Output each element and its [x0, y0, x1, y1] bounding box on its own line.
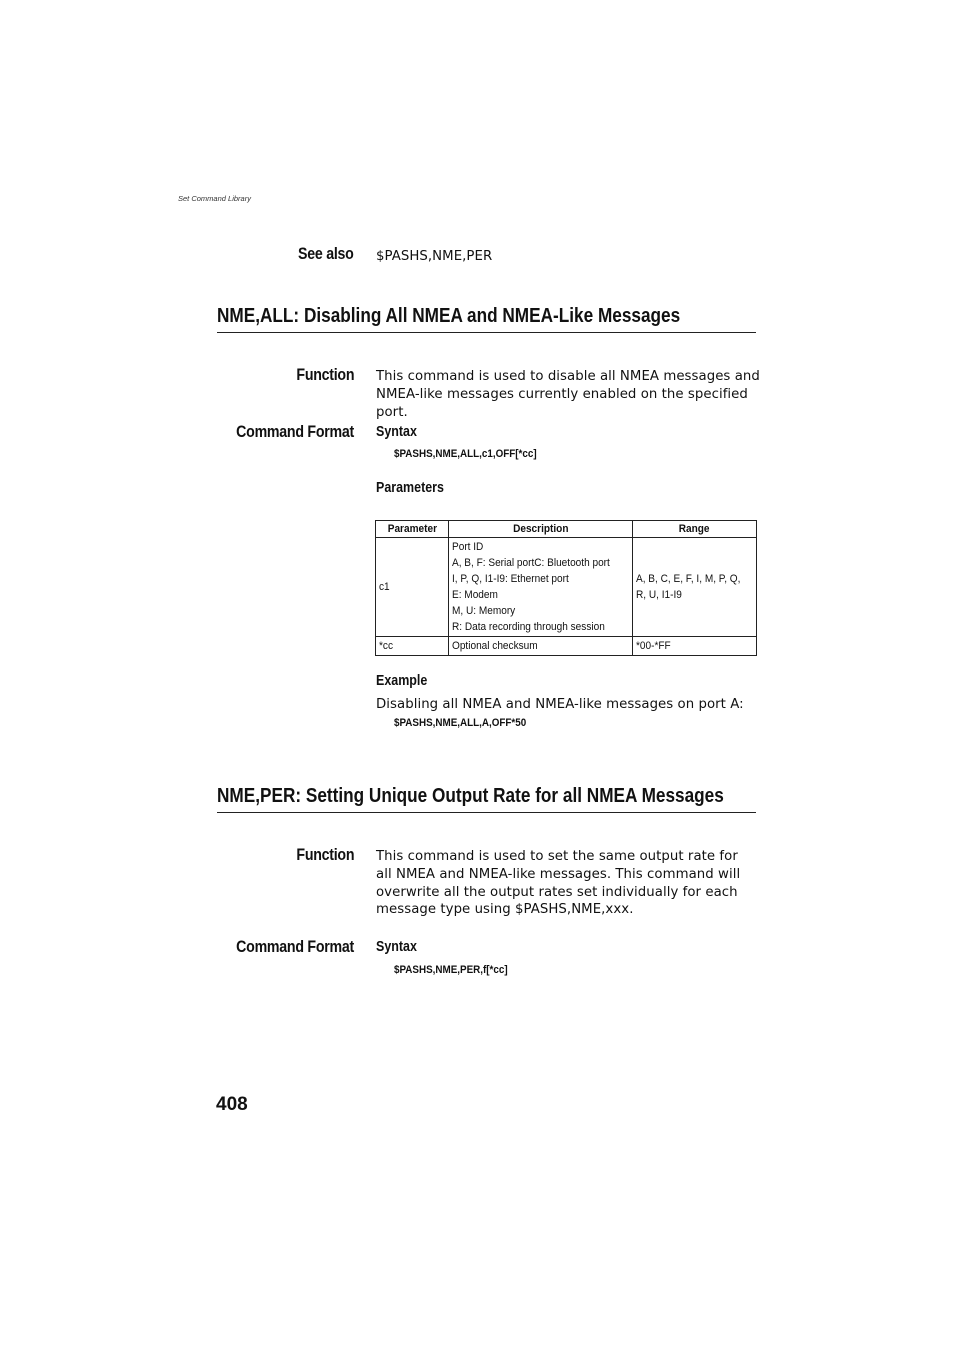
example-heading: Example: [376, 673, 428, 689]
running-head: Set Command Library: [178, 194, 251, 203]
column-header: Description: [449, 521, 633, 538]
table-row: [376, 538, 757, 637]
column-header: Parameter: [376, 521, 449, 538]
function-description: This command is used to disable all NMEA messages and NMEA-like messages currently enabled on the specified port.: [376, 369, 760, 420]
description-cell: Port ID A, B, F: Serial portC: Bluetooth port I, P, Q, I1-I9: Ethernet port E: Modem M, U: Memory R: Data recording through session: [449, 538, 633, 637]
function-label: Function: [296, 366, 354, 384]
section-title-text: NME,PER: Setting Unique Output Rate for all NMEA Messages: [217, 785, 724, 807]
parameters-heading: Parameters: [376, 480, 444, 496]
syntax-heading: Syntax: [376, 424, 417, 440]
parameter-cell: c1: [376, 538, 449, 637]
section-title-nme-all: [217, 305, 756, 333]
example-description: Disabling all NMEA and NMEA-like messages on port A:: [376, 697, 744, 712]
range-cell: *00-*FF: [633, 637, 757, 656]
section-title-text: NME,ALL: Disabling All NMEA and NMEA-Like Messages: [217, 305, 681, 327]
parameter-cell: *cc: [376, 637, 449, 656]
parameters-table: [375, 520, 757, 656]
syntax-heading: Syntax: [376, 939, 417, 955]
description-cell: Optional checksum: [449, 637, 633, 656]
function-description: This command is used to set the same output rate for all NMEA and NMEA-like messages. This command will overwrite all the output rates set individually for each message type using $PASHS,NME,xxx.: [376, 849, 741, 918]
table-header-row: [376, 521, 757, 538]
see-also-label: See also: [298, 245, 354, 263]
command-format-label: Command Format: [236, 938, 354, 956]
command-format-label: Command Format: [236, 423, 354, 441]
range-cell: A, B, C, E, F, I, M, P, Q, R, U, I1-I9: [633, 538, 757, 637]
column-header: Range: [633, 521, 757, 538]
page-number: 408: [216, 1094, 248, 1115]
syntax-code: $PASHS,NME,ALL,c1,OFF[*cc]: [394, 448, 537, 460]
section-title-nme-per: [217, 785, 756, 813]
function-label: Function: [296, 846, 354, 864]
syntax-code: $PASHS,NME,PER,f[*cc]: [394, 964, 508, 976]
see-also-value: $PASHS,NME,PER: [376, 249, 493, 264]
example-code: $PASHS,NME,ALL,A,OFF*50: [394, 717, 527, 729]
table-row: [376, 637, 757, 656]
